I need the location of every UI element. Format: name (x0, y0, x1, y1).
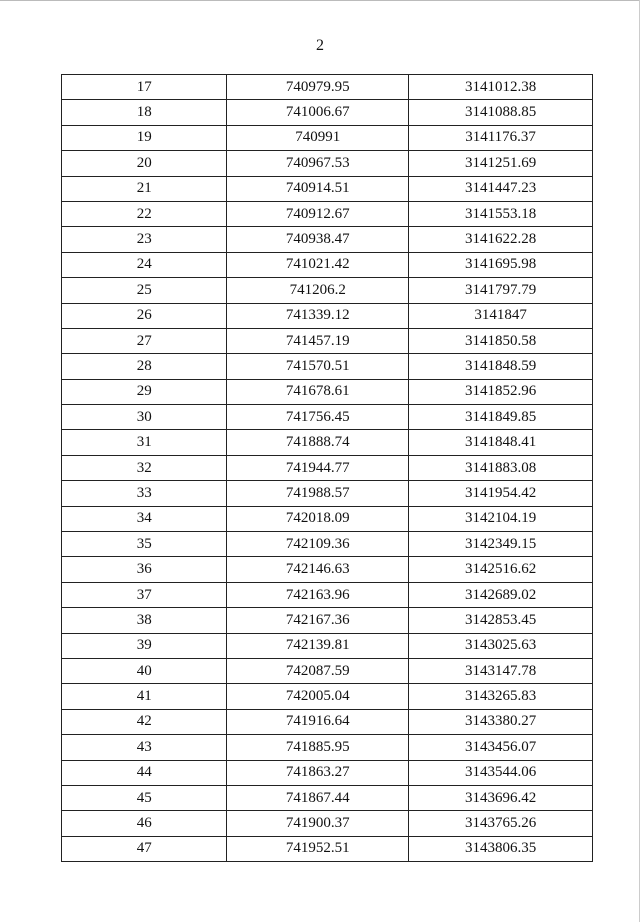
page-edge-top (0, 0, 640, 1)
x-coordinate-cell: 742087.59 (227, 658, 409, 683)
table-row (62, 100, 593, 125)
table-row (62, 303, 593, 328)
y-coordinate-cell: 3143265.83 (409, 684, 593, 709)
table-row (62, 836, 593, 861)
point-number-cell: 30 (62, 405, 227, 430)
y-coordinate-cell: 3143765.26 (409, 811, 593, 836)
point-number-cell: 40 (62, 658, 227, 683)
point-number-cell: 22 (62, 201, 227, 226)
point-number-cell: 35 (62, 532, 227, 557)
table-row (62, 785, 593, 810)
point-number-cell: 44 (62, 760, 227, 785)
x-coordinate-cell: 741885.95 (227, 735, 409, 760)
y-coordinate-cell: 3141883.08 (409, 455, 593, 480)
x-coordinate-cell: 740979.95 (227, 75, 409, 100)
point-number-cell: 17 (62, 75, 227, 100)
x-coordinate-cell: 741988.57 (227, 481, 409, 506)
x-coordinate-cell: 741867.44 (227, 785, 409, 810)
point-number-cell: 46 (62, 811, 227, 836)
x-coordinate-cell: 742163.96 (227, 582, 409, 607)
y-coordinate-cell: 3141852.96 (409, 379, 593, 404)
point-number-cell: 36 (62, 557, 227, 582)
table-row (62, 709, 593, 734)
table-row (62, 811, 593, 836)
point-number-cell: 23 (62, 227, 227, 252)
table-row (62, 481, 593, 506)
point-number-cell: 26 (62, 303, 227, 328)
table-row (62, 75, 593, 100)
table-row (62, 125, 593, 150)
y-coordinate-cell: 3142853.45 (409, 608, 593, 633)
x-coordinate-cell: 741339.12 (227, 303, 409, 328)
table-row (62, 328, 593, 353)
point-number-cell: 27 (62, 328, 227, 353)
table-row (62, 405, 593, 430)
x-coordinate-cell: 741756.45 (227, 405, 409, 430)
point-number-cell: 19 (62, 125, 227, 150)
x-coordinate-cell: 740914.51 (227, 176, 409, 201)
y-coordinate-cell: 3142516.62 (409, 557, 593, 582)
table-row (62, 379, 593, 404)
y-coordinate-cell: 3143380.27 (409, 709, 593, 734)
x-coordinate-cell: 742167.36 (227, 608, 409, 633)
y-coordinate-cell: 3141622.28 (409, 227, 593, 252)
y-coordinate-cell: 3141850.58 (409, 328, 593, 353)
y-coordinate-cell: 3143025.63 (409, 633, 593, 658)
point-number-cell: 25 (62, 278, 227, 303)
table-row (62, 455, 593, 480)
point-number-cell: 21 (62, 176, 227, 201)
y-coordinate-cell: 3141695.98 (409, 252, 593, 277)
table-row (62, 658, 593, 683)
table-row (62, 557, 593, 582)
x-coordinate-cell: 742018.09 (227, 506, 409, 531)
table-row (62, 151, 593, 176)
table-row (62, 252, 593, 277)
coordinate-table-body (62, 75, 593, 862)
x-coordinate-cell: 740912.67 (227, 201, 409, 226)
point-number-cell: 41 (62, 684, 227, 709)
x-coordinate-cell: 741570.51 (227, 354, 409, 379)
point-number-cell: 24 (62, 252, 227, 277)
table-row (62, 278, 593, 303)
point-number-cell: 28 (62, 354, 227, 379)
y-coordinate-cell: 3143544.06 (409, 760, 593, 785)
y-coordinate-cell: 3143696.42 (409, 785, 593, 810)
table-row (62, 760, 593, 785)
point-number-cell: 20 (62, 151, 227, 176)
x-coordinate-cell: 741206.2 (227, 278, 409, 303)
table-row (62, 354, 593, 379)
table-row (62, 430, 593, 455)
x-coordinate-cell: 742005.04 (227, 684, 409, 709)
table-row (62, 201, 593, 226)
y-coordinate-cell: 3142349.15 (409, 532, 593, 557)
y-coordinate-cell: 3141088.85 (409, 100, 593, 125)
y-coordinate-cell: 3141012.38 (409, 75, 593, 100)
page-number: 2 (316, 37, 324, 54)
point-number-cell: 34 (62, 506, 227, 531)
table-row (62, 633, 593, 658)
x-coordinate-cell: 740967.53 (227, 151, 409, 176)
x-coordinate-cell: 741888.74 (227, 430, 409, 455)
table-row (62, 608, 593, 633)
y-coordinate-cell: 3143147.78 (409, 658, 593, 683)
y-coordinate-cell: 3141849.85 (409, 405, 593, 430)
table-row (62, 176, 593, 201)
y-coordinate-cell: 3143806.35 (409, 836, 593, 861)
y-coordinate-cell: 3141553.18 (409, 201, 593, 226)
x-coordinate-cell: 741457.19 (227, 328, 409, 353)
x-coordinate-cell: 742139.81 (227, 633, 409, 658)
point-number-cell: 33 (62, 481, 227, 506)
y-coordinate-cell: 3142104.19 (409, 506, 593, 531)
point-number-cell: 31 (62, 430, 227, 455)
y-coordinate-cell: 3141797.79 (409, 278, 593, 303)
y-coordinate-cell: 3141847 (409, 303, 593, 328)
x-coordinate-cell: 742109.36 (227, 532, 409, 557)
point-number-cell: 37 (62, 582, 227, 607)
x-coordinate-cell: 741952.51 (227, 836, 409, 861)
y-coordinate-cell: 3141848.41 (409, 430, 593, 455)
x-coordinate-cell: 740991 (227, 125, 409, 150)
y-coordinate-cell: 3142689.02 (409, 582, 593, 607)
table-row (62, 227, 593, 252)
table-row (62, 532, 593, 557)
table-row (62, 582, 593, 607)
table-row (62, 735, 593, 760)
point-number-cell: 47 (62, 836, 227, 861)
x-coordinate-cell: 741006.67 (227, 100, 409, 125)
point-number-cell: 32 (62, 455, 227, 480)
y-coordinate-cell: 3141176.37 (409, 125, 593, 150)
coordinate-table (61, 74, 593, 862)
point-number-cell: 45 (62, 785, 227, 810)
x-coordinate-cell: 742146.63 (227, 557, 409, 582)
point-number-cell: 38 (62, 608, 227, 633)
point-number-cell: 18 (62, 100, 227, 125)
x-coordinate-cell: 741916.64 (227, 709, 409, 734)
x-coordinate-cell: 741021.42 (227, 252, 409, 277)
x-coordinate-cell: 741863.27 (227, 760, 409, 785)
x-coordinate-cell: 740938.47 (227, 227, 409, 252)
point-number-cell: 29 (62, 379, 227, 404)
x-coordinate-cell: 741944.77 (227, 455, 409, 480)
y-coordinate-cell: 3141447.23 (409, 176, 593, 201)
y-coordinate-cell: 3141848.59 (409, 354, 593, 379)
point-number-cell: 39 (62, 633, 227, 658)
x-coordinate-cell: 741900.37 (227, 811, 409, 836)
table-row (62, 506, 593, 531)
y-coordinate-cell: 3141251.69 (409, 151, 593, 176)
x-coordinate-cell: 741678.61 (227, 379, 409, 404)
point-number-cell: 43 (62, 735, 227, 760)
table-row (62, 684, 593, 709)
y-coordinate-cell: 3141954.42 (409, 481, 593, 506)
y-coordinate-cell: 3143456.07 (409, 735, 593, 760)
point-number-cell: 42 (62, 709, 227, 734)
